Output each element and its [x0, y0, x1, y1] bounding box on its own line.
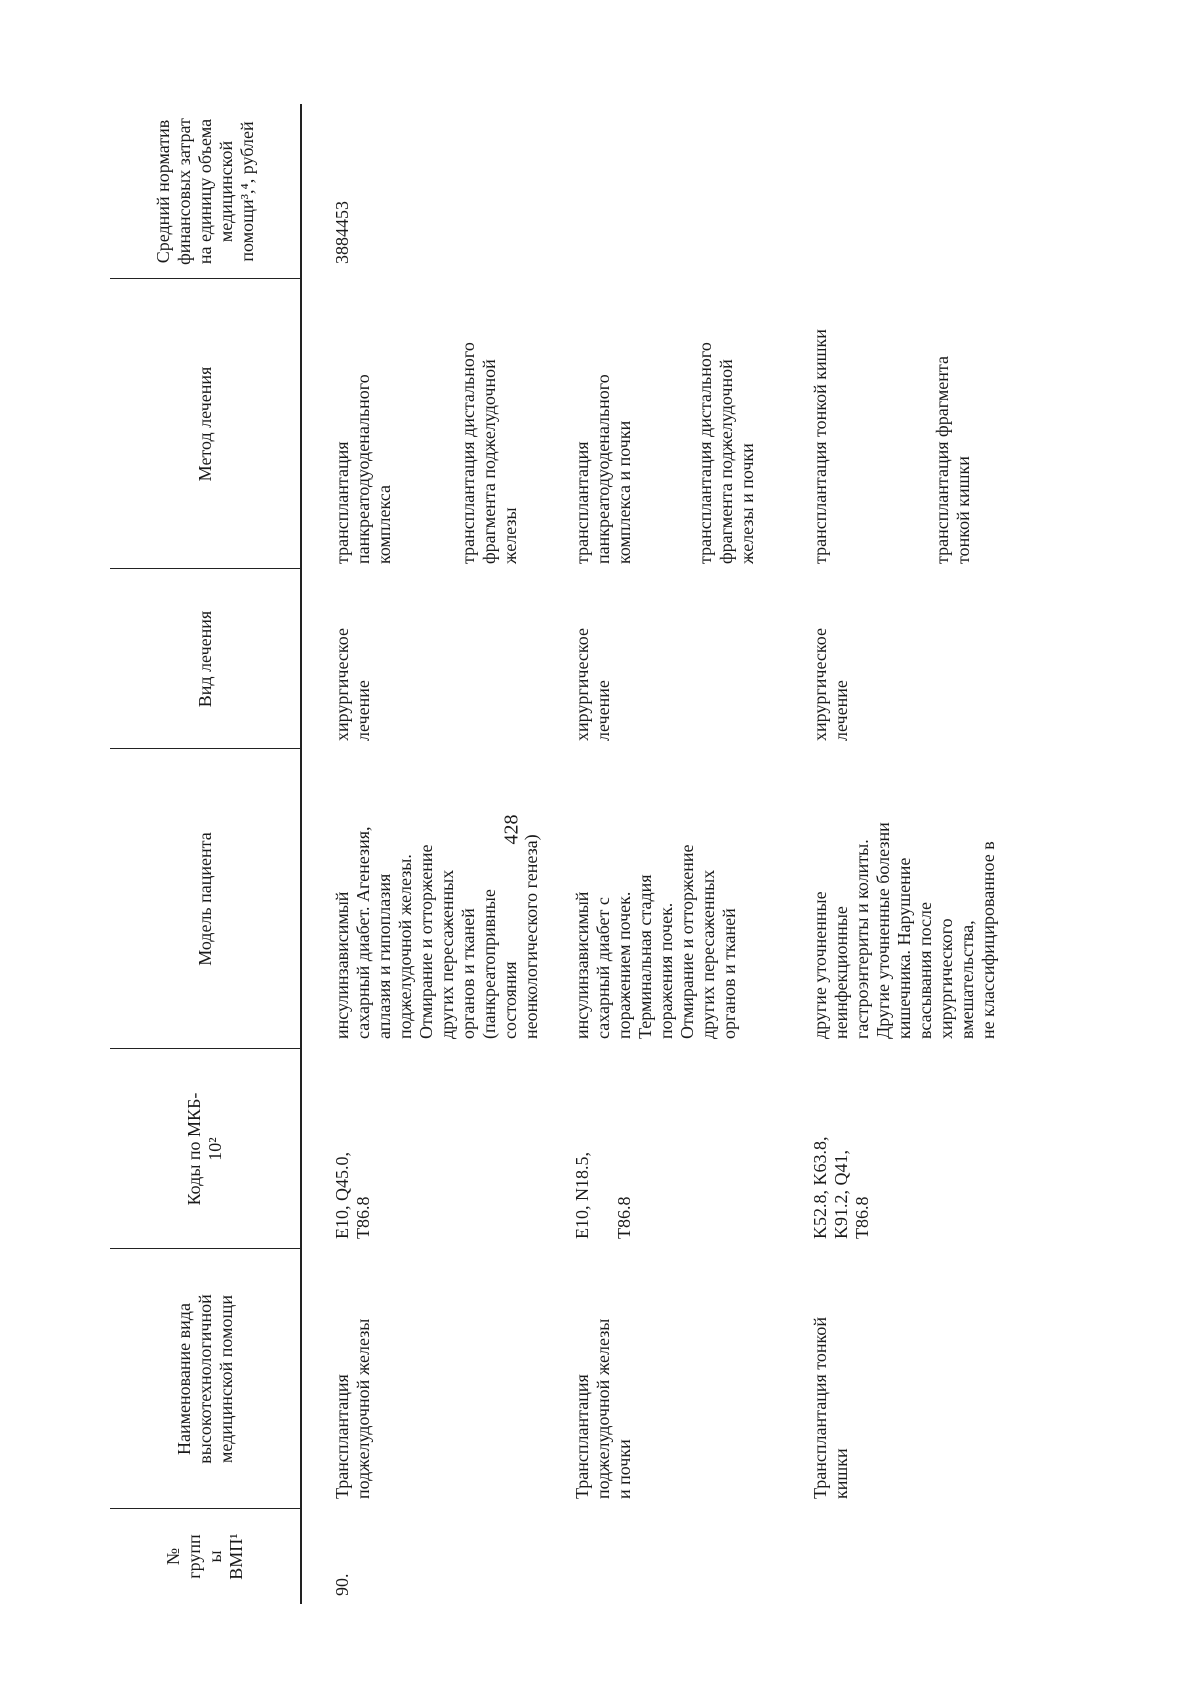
row-treatment-method: трансплантация тонкой кишки — [810, 329, 830, 564]
header-treatment-method: Метод лечения — [194, 366, 215, 482]
header-treatment-kind: Вид лечения — [194, 610, 215, 708]
header-divider — [110, 278, 300, 279]
row-treatment-method: трансплантация панкреатодуоденального комплекса — [332, 374, 394, 564]
header-patient-model: Модель пациента — [194, 832, 215, 966]
row-cost-norm: 3884453 — [332, 201, 352, 264]
row-treatment-method: трансплантация панкреатодуоденального комплекса и почки — [572, 374, 634, 564]
row-treatment-kind: хирургическое лечение — [332, 628, 373, 741]
header-icd-codes: Коды по МКБ- 10² — [184, 1092, 225, 1206]
row-icd-codes: K52.8, K63.8, K91.2, Q41, T86.8 — [810, 1136, 872, 1239]
row-vmp-name: Трансплантация поджелудочной железы и почки — [572, 1318, 634, 1499]
page-number: 428 — [500, 814, 523, 845]
row-vmp-name: Трансплантация тонкой кишки — [810, 1316, 851, 1499]
header-bottom-rule — [300, 104, 302, 1604]
header-divider — [110, 748, 300, 749]
row-treatment-method: трансплантация дистального фрагмента поджелудочной железы — [458, 342, 520, 564]
row-icd-codes: E10, Q45.0, T86.8 — [332, 1152, 373, 1239]
header-divider — [110, 1508, 300, 1509]
header-group-number: № групп ы ВМП¹ — [163, 1533, 246, 1580]
row-patient-model: инсулинзависимый сахарный диабет. Агенезия, аплазия и гипоплазия поджелудочной железы. Отмирание и отторжение других пересаженных органов и тканей (панкреатопривные состояния неонкологического генеза) — [332, 826, 541, 1039]
row-group-number: 90. — [332, 1573, 352, 1596]
row-treatment-kind: хирургическое лечение — [810, 628, 851, 741]
row-patient-model: инсулинзависимый сахарный диабет с поражением почек. Терминальная стадия поражения почек. Отмирание и отторжение других пересаженных органов и тканей — [572, 844, 739, 1039]
table-header — [110, 104, 300, 1604]
header-divider — [110, 1248, 300, 1249]
row-treatment-kind: хирургическое лечение — [572, 628, 613, 741]
row-patient-model: другие уточненные неинфекционные гастроэнтериты и колиты. Другие уточненные болезни кишечника. Нарушение всасывания после хирургического вмешательства, не классифицированное в — [810, 822, 998, 1039]
row-vmp-name: Трансплантация поджелудочной железы — [332, 1318, 373, 1499]
row-icd-codes: E10, N18.5, T86.8 — [572, 1152, 634, 1239]
header-divider — [110, 1048, 300, 1049]
header-divider — [110, 568, 300, 569]
rotated-table — [110, 104, 1185, 1604]
row-treatment-method: трансплантация дистального фрагмента поджелудочной железы и почки — [695, 342, 757, 564]
header-cost-norm: Средний норматив финансовых затрат на единицу объема медицинской помощи³,⁴, рублей — [152, 118, 257, 265]
row-treatment-method: трансплантация фрагмента тонкой кишки — [932, 356, 973, 564]
header-vmp-name: Наименование вида высокотехнологичной медицинской помощи — [173, 1294, 236, 1464]
